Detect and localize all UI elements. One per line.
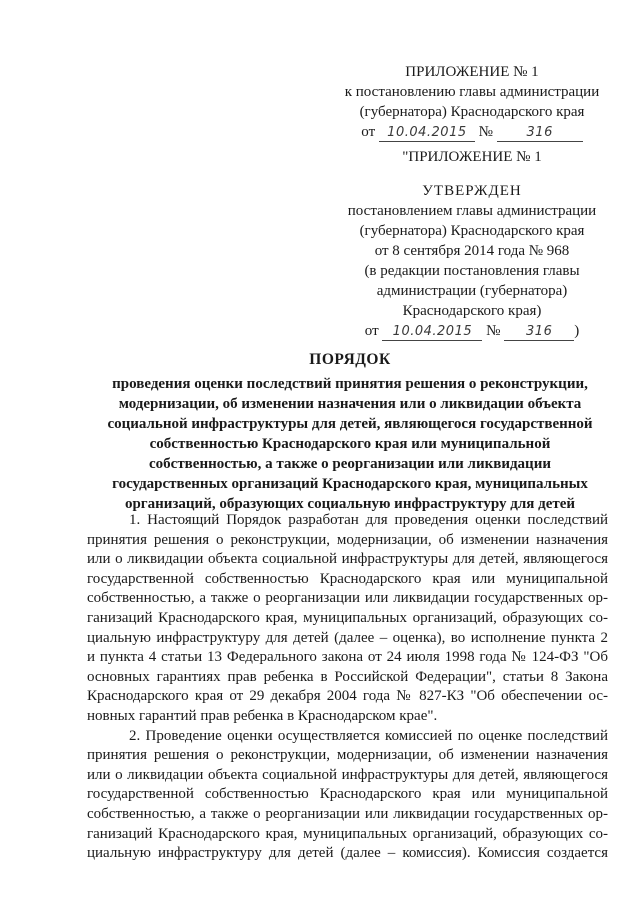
document-title <box>60 350 640 514</box>
body-line: циальную инфраструктуру для детей (далее – оценка), во исполнение пункта 2 <box>87 629 608 646</box>
title-line-7: организаций, образующих социальную инфраструктуру для детей <box>124 496 576 512</box>
body-line: собственностью, а также о реорганизации или ликвидации государственных ор- <box>87 590 608 607</box>
title-line-4: собственностью Краснодарского края или муниципальной <box>149 436 551 452</box>
date-prefix: от <box>361 124 376 140</box>
body-line: основных гарантиях прав ребенка в Российской Федерации", статьи 8 Закона <box>87 668 608 685</box>
body-line: и пункта 4 статьи 13 Федерального закона от 24 июля 1998 года № 124-ФЗ "Об <box>87 649 608 666</box>
body-line: Краснодарского края от 29 декабря 2004 года № 827-КЗ "Об обеспечении ос- <box>87 688 608 705</box>
body-line: ганизаций Краснодарского края, муниципальных организаций, образующих со- <box>87 825 608 842</box>
date-field <box>382 323 482 341</box>
body-line: государственной собственностью Краснодарского края или муниципальной <box>87 570 608 587</box>
handwritten-number: 316 <box>526 324 553 339</box>
body-line: принятия решения о реконструкции, модернизации, об изменении назначения <box>87 531 608 548</box>
document-title-main: ПОРЯДОК <box>309 351 391 368</box>
closing-paren: ) <box>574 323 580 339</box>
quoted-line-1: постановлением главы администрации <box>347 203 597 219</box>
date-prefix: от <box>364 323 379 339</box>
document-body <box>87 511 608 864</box>
spacer <box>336 167 608 181</box>
body-line: собственностью, а также о реорганизации или ликвидации государственных ор- <box>87 805 608 822</box>
body-line: ганизаций Краснодарского края, муниципальных организаций, образующих со- <box>87 609 608 626</box>
handwritten-number: 316 <box>526 125 553 140</box>
number-prefix: № <box>486 323 501 339</box>
body-line: циальную инфраструктуру для детей (далее – комиссия). Комиссия создается <box>87 845 608 862</box>
body-line: или о ликвидации объекта социальной инфраструктуры для детей, являющегося <box>87 551 608 568</box>
title-line-3: социальной инфраструктуры для детей, являющегося государственной <box>107 416 593 432</box>
appendix-date-line <box>336 122 608 142</box>
number-field <box>504 323 574 341</box>
quoted-line-5: администрации (губернатора) <box>376 283 568 299</box>
body-line: 1. Настоящий Порядок разработан для проведения оценки последствий <box>129 512 608 528</box>
appendix-title: ПРИЛОЖЕНИЕ № 1 <box>405 64 539 80</box>
quoted-line-6: Краснодарского края) <box>402 303 542 319</box>
title-line-6: государственных организаций Краснодарского края, муниципальных <box>112 476 588 492</box>
appendix-line-1: к постановлению главы администрации <box>344 84 600 100</box>
quoted-line-2: (губернатора) Краснодарского края <box>359 223 585 239</box>
appendix-header <box>336 62 608 142</box>
appendix-line-2: (губернатора) Краснодарского края <box>359 104 585 120</box>
number-field <box>497 124 583 142</box>
title-line-2: модернизации, об изменении назначения или о ликвидации объекта <box>118 396 582 412</box>
document-title-subtitle <box>60 374 640 514</box>
quoted-line-3: от 8 сентября 2014 года № 968 <box>374 243 570 259</box>
date-field <box>379 124 475 142</box>
title-line-1: проведения оценки последствий принятия решения о реконструкции, <box>112 376 588 392</box>
body-line: 2. Проведение оценки осуществляется комиссией по оценке последствий <box>129 727 608 744</box>
handwritten-date: 10.04.2015 <box>392 324 473 339</box>
quoted-appendix-title: "ПРИЛОЖЕНИЕ № 1 <box>402 149 542 165</box>
number-prefix: № <box>478 124 493 140</box>
quoted-date-line <box>336 321 608 341</box>
handwritten-date: 10.04.2015 <box>387 125 467 140</box>
appendix-quoted-block <box>336 147 608 341</box>
body-line: новных гарантий прав ребенка в Краснодарском крае". <box>87 707 438 724</box>
body-line: или о ликвидации объекта социальной инфраструктуры для детей, являющегося <box>87 766 608 783</box>
body-line: государственной собственностью Краснодарского края или муниципальной <box>87 786 608 803</box>
quoted-line-4: (в редакции постановления главы <box>364 263 580 279</box>
approved-heading: УТВЕРЖДЕН <box>422 183 522 199</box>
body-line: принятия решения о реконструкции, модернизации, об изменении назначения <box>87 747 608 764</box>
title-line-5: собственностью, а также о реорганизации или ликвидации <box>149 456 551 472</box>
